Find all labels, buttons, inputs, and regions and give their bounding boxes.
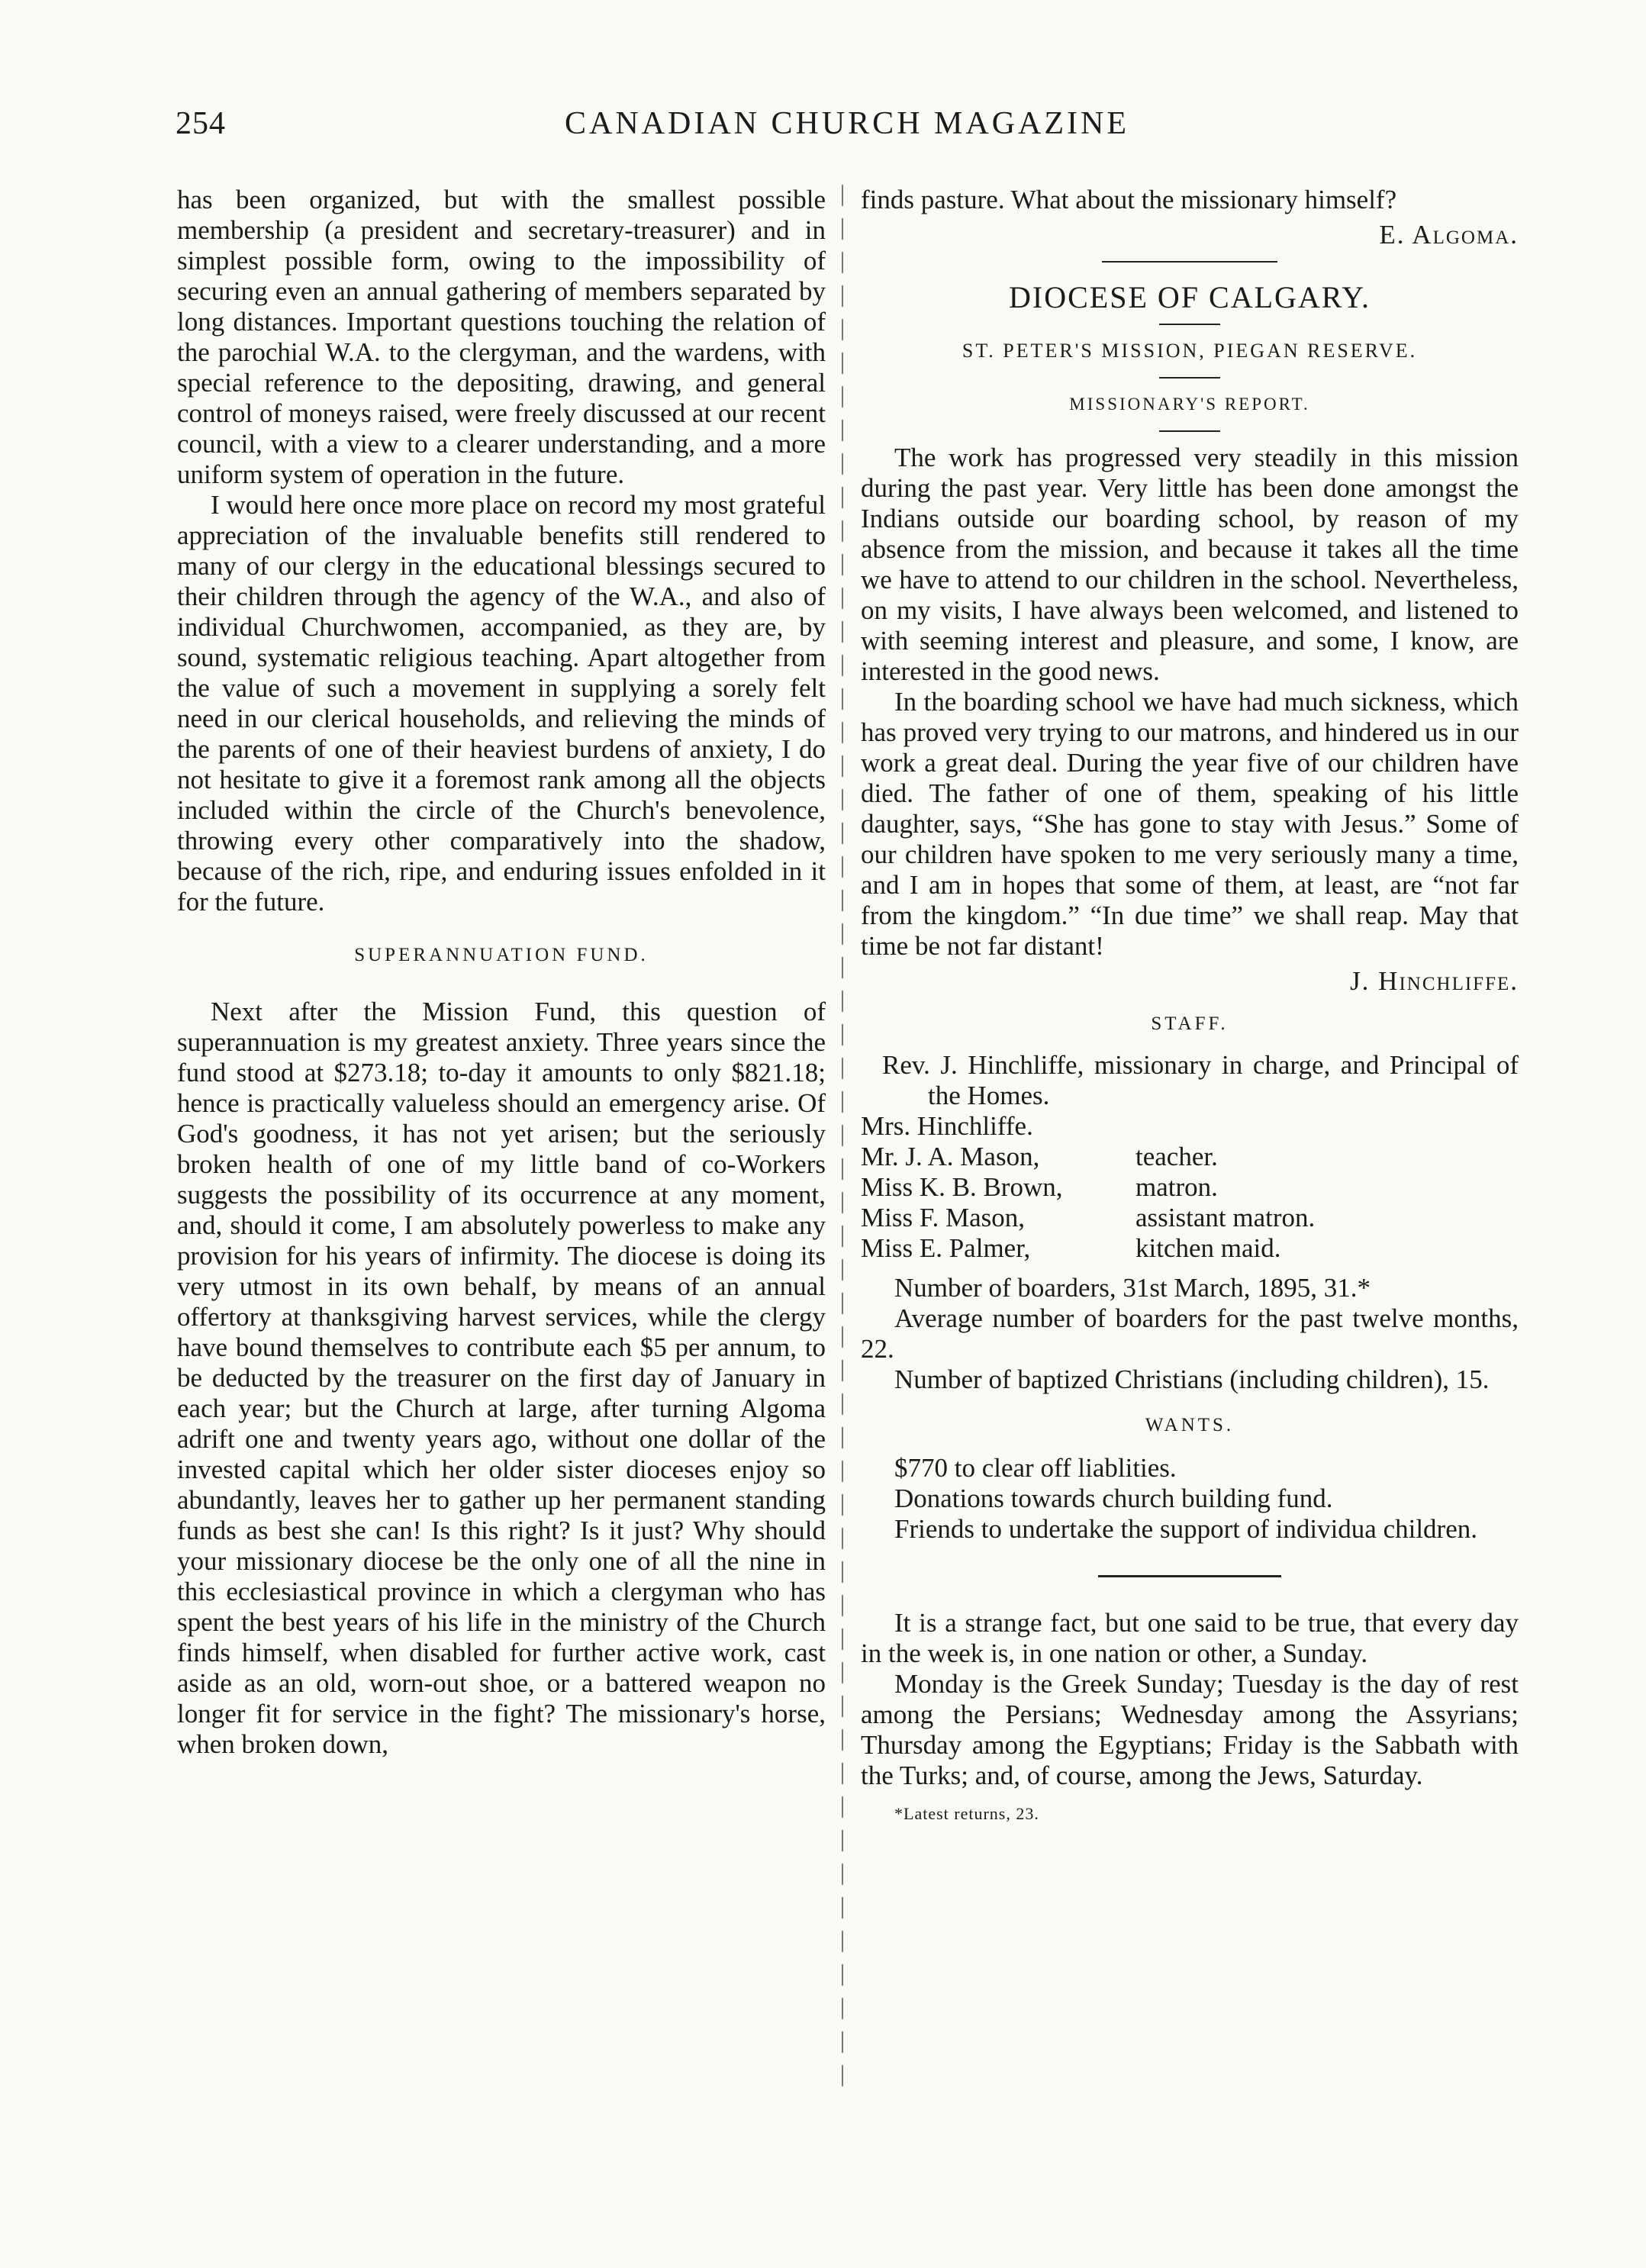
want-item: Friends to undertake the support of individua children. <box>894 1514 1478 1544</box>
wants-heading: WANTS. <box>1145 1415 1235 1435</box>
want-item: $770 to clear off liablities. <box>894 1453 1177 1483</box>
section-heading: SUPERANNUATION FUND. <box>354 945 649 965</box>
staff-entry <box>861 1233 1519 1264</box>
paragraph: It is a strange fact, but one said to be true, that every day in the week is, in one nation or other, a Sunday. <box>861 1608 1519 1668</box>
divider <box>1159 430 1220 432</box>
paragraph: has been organized, but with the smallest possible membership (a president and secretary-treasurer) and in simplest possible form, owing to the impossibility of securing even an annual gathering of members separated by long distances. Important questions touching the relation of the parochial W.A. to the clergyman, and the wardens, with special reference to the depositing, drawing, and general control of moneys raised, were freely discussed at our recent council, with a view to a clearer understanding, and a more uniform system of operation in the future. <box>177 185 826 489</box>
staff-role: matron. <box>1135 1172 1218 1202</box>
staff-name: Mr. J. A. Mason, <box>861 1142 1040 1171</box>
paragraph: finds pasture. What about the missionary himself? <box>861 185 1397 214</box>
divider <box>1159 324 1220 325</box>
statistic: Number of boarders, 31st March, 1895, 31.* <box>894 1273 1371 1303</box>
paragraph: Next after the Mission Fund, this question of superannuation is my greatest anxiety. Three years since the fund stood at $273.18; to-day it amounts to only $821.18; hence is practically valueless should an emergency arise. Of God's goodness, it has not yet arisen; but the seriously broken health of one of my little band of co-Workers suggests the possibility of its occurrence at any moment, and, should it come, I am absolutely powerless to make any provision for his years of infirmity. The diocese is doing its very utmost in its own behalf, by means of an annual offertory at thanksgiving harvest services, while the clergy have bound themselves to contribute each $5 per annum, to be deducted by the treasurer on the first day of January in each year; but the Church at large, after turning Algoma adrift one and twenty years ago, without one dollar of the invested capital which her older sister dioceses enjoy so abundantly, leaves her to gather up her permanent standing funds as best she can! Is this right? Is it just? Why should your missionary diocese be the only one of all the nine in this ecclesiastical province in which a clergyman who has spent the best years of his life in the ministry of the Church finds himself, when disabled for further active work, cast aside as an old, worn-out shoe, or a battered weapon no longer fit for service in the fight? The missionary's horse, when broken down, <box>177 997 826 1759</box>
statistic: Number of baptized Christians (including children), 15. <box>894 1364 1490 1394</box>
staff-name: Miss K. B. Brown, <box>861 1172 1063 1202</box>
left-column <box>177 185 826 1760</box>
column-divider <box>842 185 843 2092</box>
divider <box>1159 377 1220 379</box>
staff-entry <box>861 1142 1519 1172</box>
want-item: Donations towards church building fund. <box>894 1484 1333 1513</box>
signature: E. Algoma. <box>1379 220 1519 250</box>
staff-role: kitchen maid. <box>1135 1233 1281 1263</box>
mission-heading: ST. PETER'S MISSION, PIEGAN RESERVE. <box>962 340 1418 362</box>
staff-entry <box>861 1172 1519 1203</box>
running-title: CANADIAN CHURCH MAGAZINE <box>565 106 1129 141</box>
page-number: 254 <box>176 106 226 141</box>
divider <box>1098 1575 1281 1577</box>
paragraph: Monday is the Greek Sunday; Tuesday is the day of rest among the Persians; Wednesday among the Assyrians; Thursday among the Egyptians; Friday is the Sabbath with the Turks; and, of course, among the Jews, Saturday. <box>861 1669 1519 1790</box>
signature: J. Hinchliffe. <box>1350 966 1519 996</box>
paragraph: I would here once more place on record my most grateful appreciation of the invaluable benefits still rendered to many of our clergy in the educational blessings secured to their children through the agency of the W.A., and also of individual Churchwomen, accompanied, as they are, by sound, systematic religious teaching. Apart altogether from the value of such a movement in supplying a sorely felt need in our clerical households, and relieving the minds of the parents of one of their heaviest burdens of anxiety, I do not hesitate to give it a foremost rank among all the objects included within the circle of the Church's benevolence, throwing every other comparatively into the shadow, because of the rich, ripe, and enduring issues enfolded in it for the future. <box>177 490 826 917</box>
statistic: Average number of boarders for the past twelve months, 22. <box>861 1303 1519 1364</box>
staff-entry: Mrs. Hinchliffe. <box>861 1111 1033 1141</box>
report-heading: MISSIONARY'S REPORT. <box>1069 395 1310 414</box>
staff-entry <box>861 1203 1519 1233</box>
staff-entry: Rev. J. Hinchliffe, missionary in charge, and Principal of the Homes. <box>882 1050 1519 1110</box>
staff-name: Miss E. Palmer, <box>861 1233 1031 1263</box>
staff-name: Miss F. Mason, <box>861 1203 1026 1232</box>
page-header <box>176 105 1519 159</box>
staff-heading: STAFF. <box>1151 1013 1229 1034</box>
staff-role: teacher. <box>1135 1142 1218 1171</box>
staff-role: assistant matron. <box>1135 1203 1316 1232</box>
diocese-title: DIOCESE OF CALGARY. <box>1009 280 1371 314</box>
paragraph: In the boarding school we have had much sickness, which has proved very trying to our matrons, and hindered us in our work a great deal. During the year five of our children have died. The father of one of them, speaking of his little daughter, says, “She has gone to stay with Jesus.” Some of our children have spoken to me very seriously many a time, and I am in hopes that some of them, at least, are “not far from the kingdom.” “In due time” we shall reap. May that time be not far distant! <box>861 687 1519 961</box>
footnote: *Latest returns, 23. <box>894 1804 1039 1823</box>
paragraph: The work has progressed very steadily in this mission during the past year. Very little has been done amongst the Indians outside our boarding school, by reason of my absence from the mission, and because it takes all the time we have to attend to our children in the school. Nevertheless, on my visits, I have always been welcomed, and listened to with seeming interest and pleasure, and some, I know, are interested in the good news. <box>861 443 1519 686</box>
divider <box>1102 261 1277 263</box>
right-column <box>861 185 1519 1829</box>
